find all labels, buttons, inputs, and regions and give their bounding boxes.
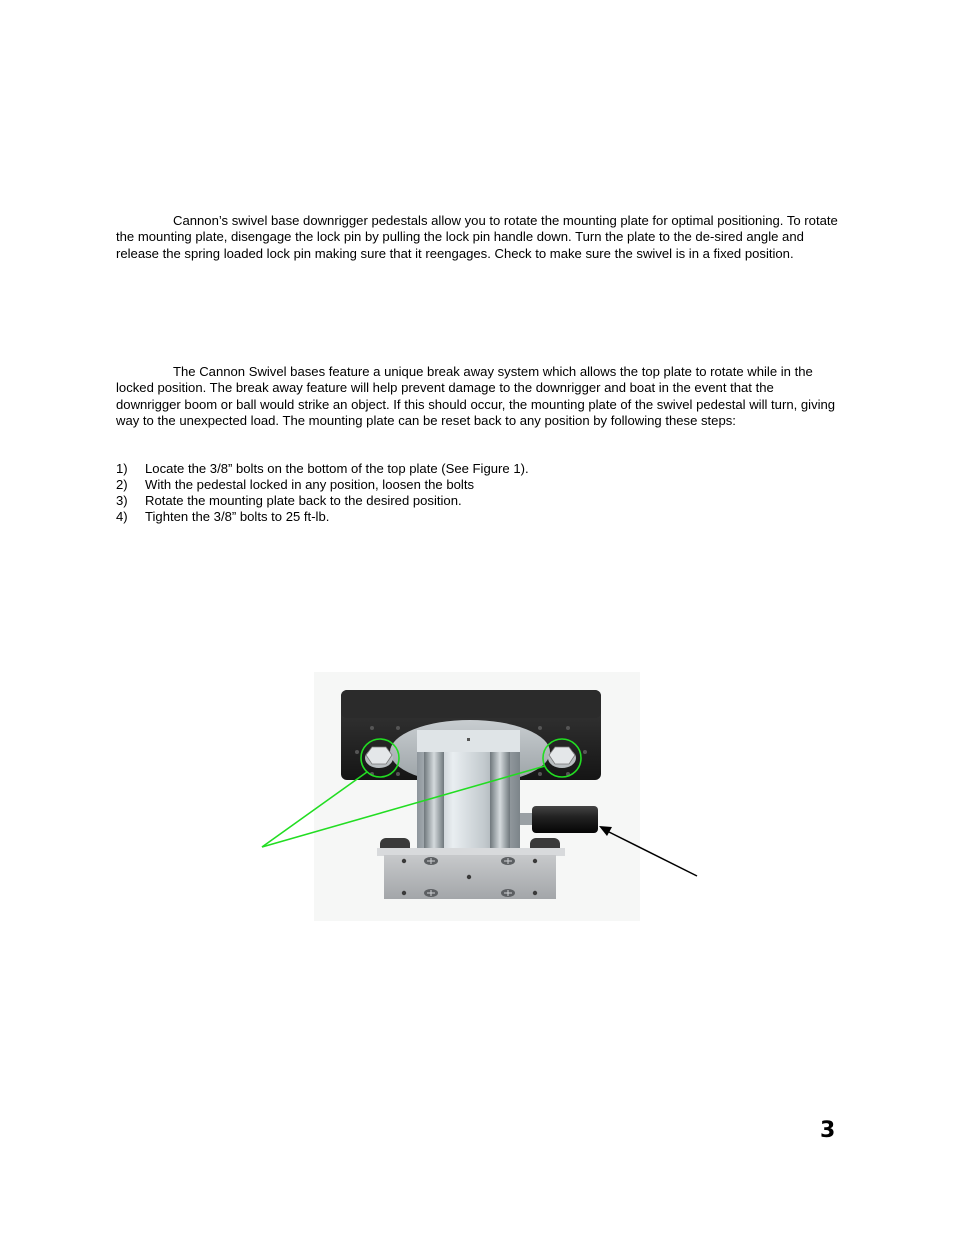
- bolt-right: [548, 747, 576, 768]
- step-text: Tighten the 3/8” bolts to 25 ft-lb.: [145, 509, 330, 525]
- break-away-text: The Cannon Swivel bases feature a unique break away system which allows the top plate to rotate while in the locked position. The break away feature will help prevent damage to the downrigger and boat in the event that the downrigger boom or ball would strike an object. If this should occur, the mounting plate of the swivel pedestal will turn, giving way to the unexpected load. The mounting plate can be reset back to any position by following these steps:: [116, 364, 836, 428]
- swivel-rotation-text: Cannon’s swivel base downrigger pedestals allow you to rotate the mounting plate for optimal positioning. To rotate the mounting plate, disengage the lock pin by pulling the lock pin handle down. Turn the plate to the de-sired angle and release the spring loaded lock pin making sure that it reengages. Check to make sure the swivel is in a fixed position.: [116, 213, 838, 261]
- step-number: 3): [116, 493, 128, 509]
- bolt-left: [365, 747, 393, 768]
- step-number: 2): [116, 477, 128, 493]
- step-number: 4): [116, 509, 128, 525]
- step-number: 1): [116, 461, 128, 476]
- base-plate: [377, 848, 565, 899]
- step-text: Locate the 3/8” bolts on the bottom of the top plate (See Figure 1).: [145, 461, 529, 476]
- step-text: Rotate the mounting plate back to the desired position.: [145, 493, 462, 509]
- step-text: With the pedestal locked in any position, loosen the bolts: [145, 477, 474, 493]
- page-number: 3: [820, 1118, 836, 1143]
- pedestal-column: [417, 730, 520, 855]
